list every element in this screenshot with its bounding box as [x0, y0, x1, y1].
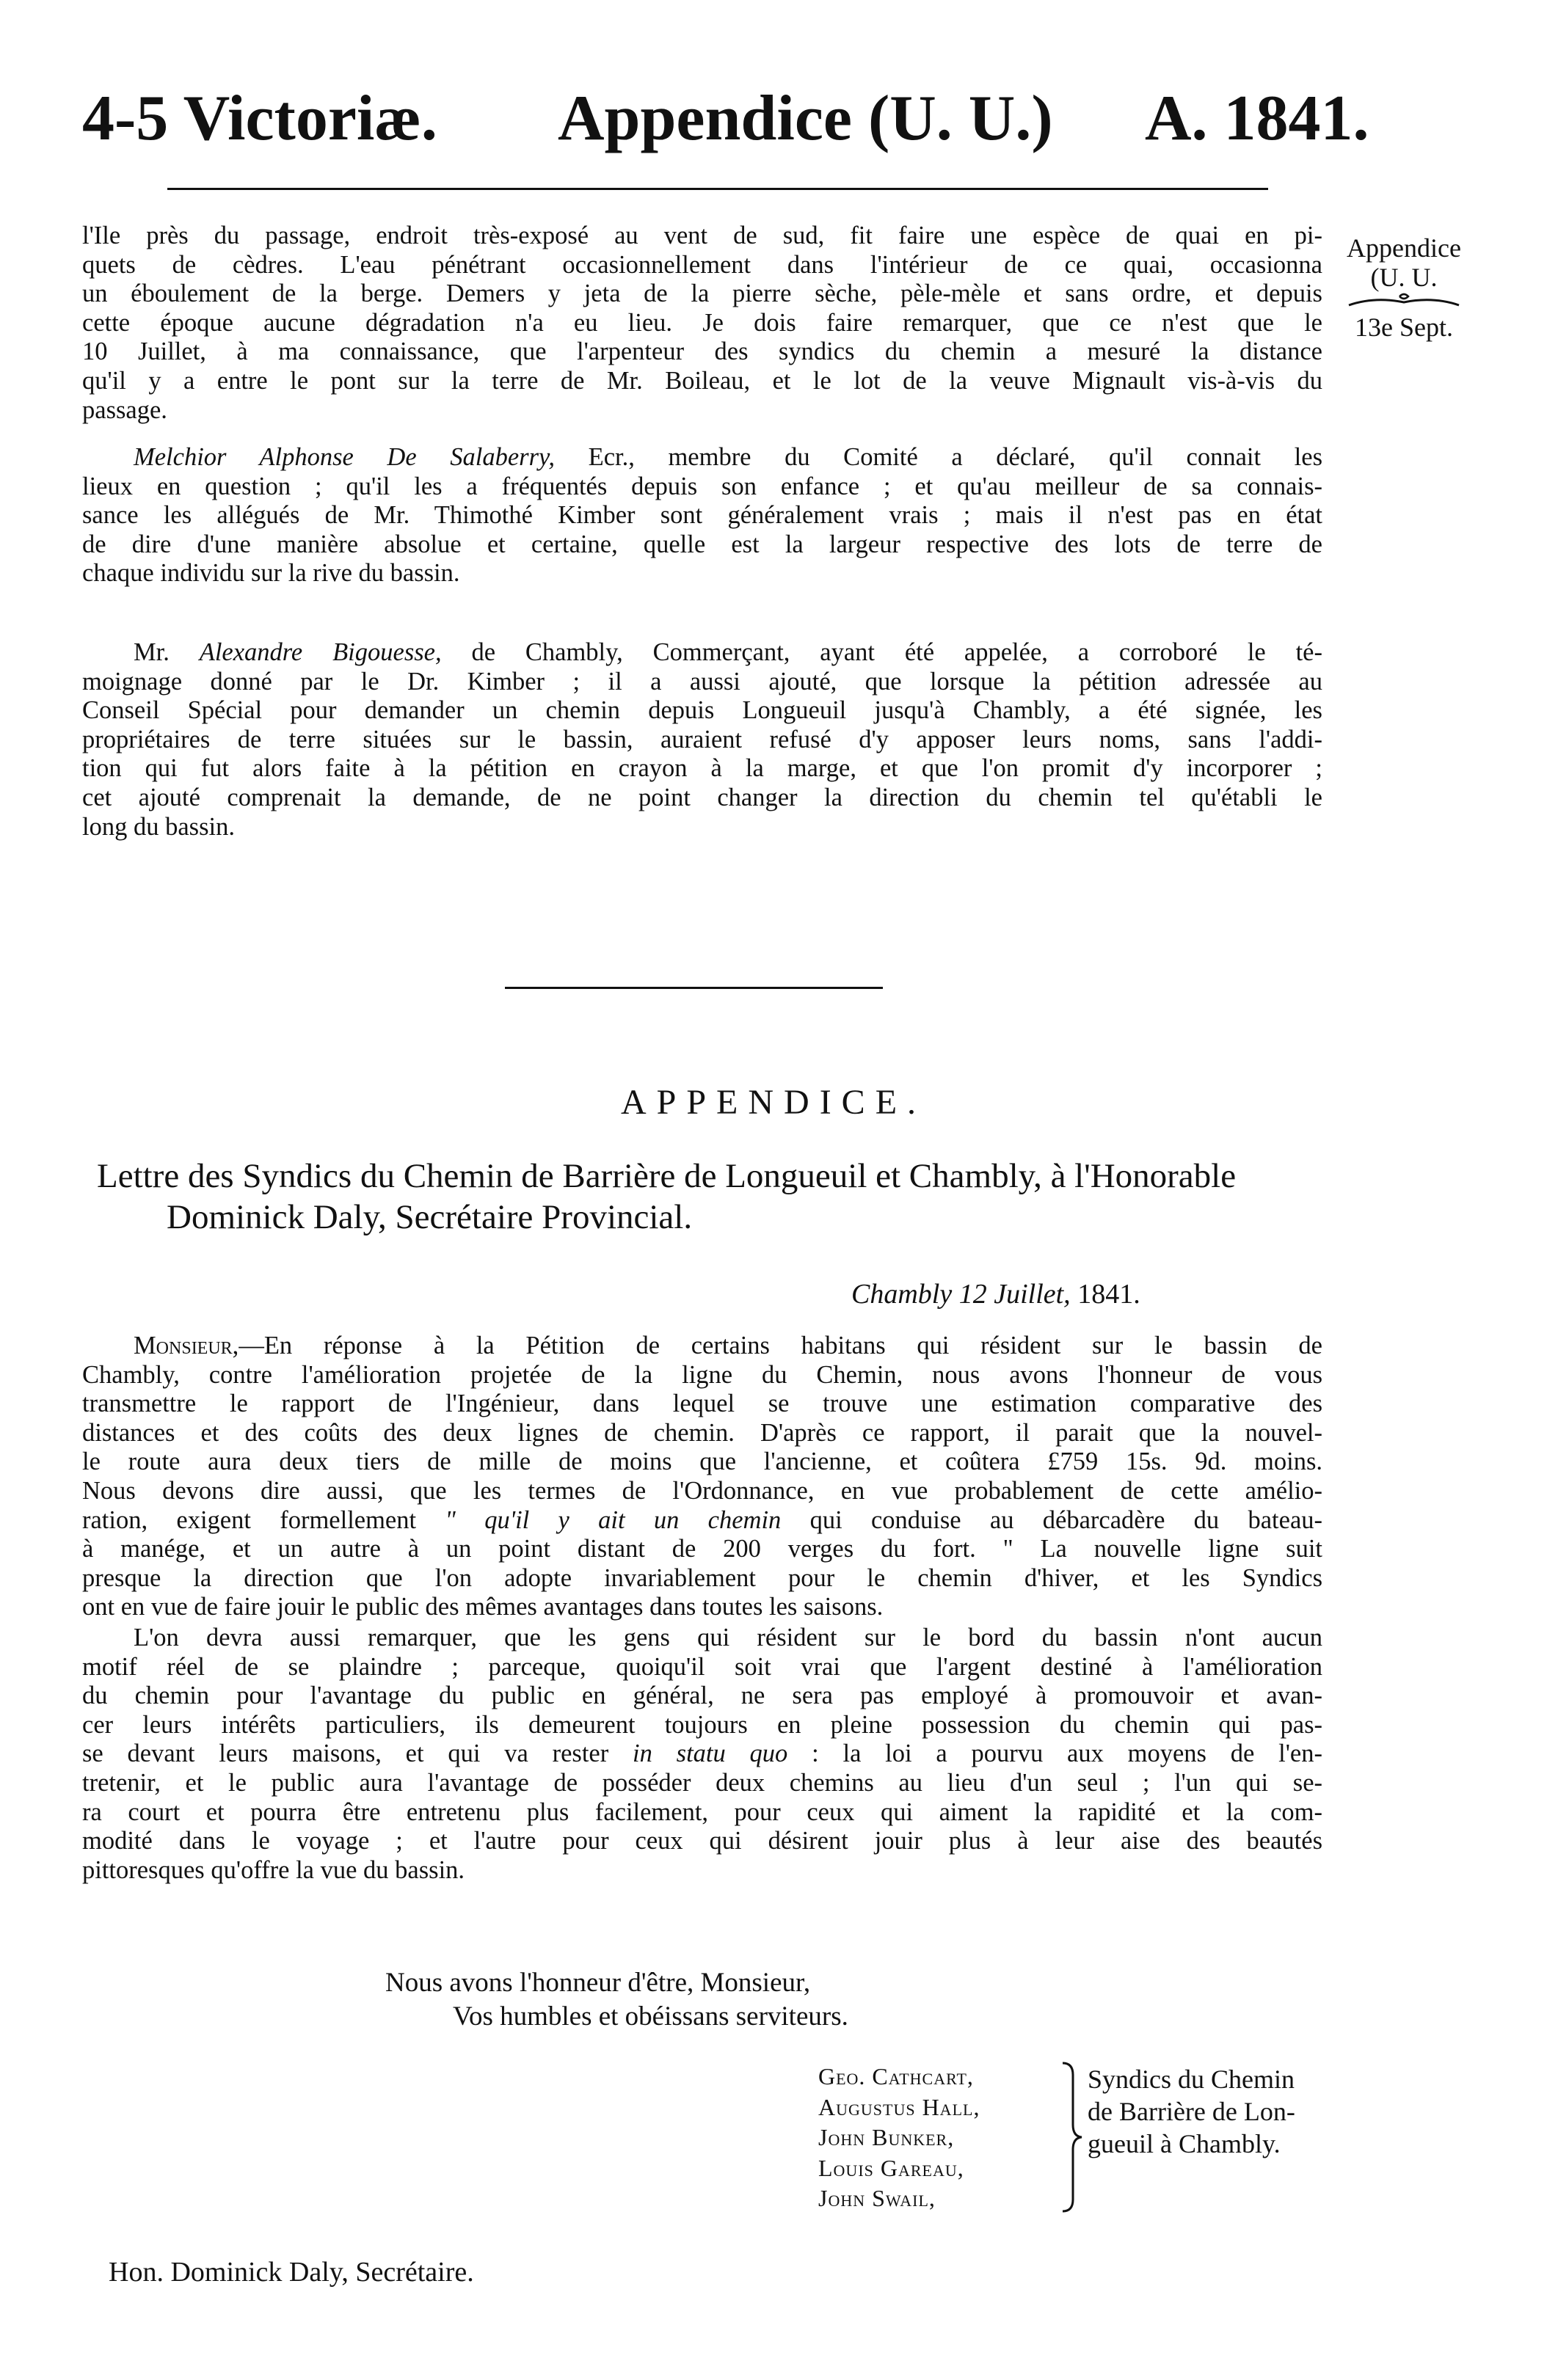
text-line: Monsieur,—En réponse à la Pétition de certains habitans qui résident sur le bassin de: [134, 1332, 1322, 1359]
role-line: Syndics du Chemin: [1088, 2065, 1295, 2094]
text-line: Melchior Alphonse De Salaberry, Ecr., membre du Comité a déclaré, qu'il connait les: [134, 443, 1323, 471]
text-line: se devant leurs maisons, et qui va rester in statu quo : la loi a pourvu aux moyens de l'en-: [82, 1740, 1322, 1768]
signer-name: Augustus Hall,: [818, 2093, 980, 2120]
ordinance-quote: " qu'il y ait un chemin: [445, 1505, 782, 1534]
addressee: Hon. Dominick Daly, Secrétaire.: [109, 2257, 474, 2288]
signer-name: Geo. Cathcart,: [818, 2063, 974, 2089]
signers-list: [818, 2062, 980, 2214]
margin-note-line1: Appendice: [1347, 233, 1461, 263]
text-line: un éboulement de la berge. Demers y jeta de la pierre sèche, pèle-mèle et sans ordre, et depuis: [82, 280, 1322, 308]
text-line: passage.: [82, 395, 167, 424]
salutation: Monsieur,: [134, 1332, 239, 1359]
text-line: Mr. Alexandre Bigouesse, de Chambly, Commerçant, ayant été appelée, a corroboré le té-: [134, 638, 1322, 666]
text-line: du chemin pour l'avantage du public en général, ne sera pas employé à promouvoir et avan-: [82, 1682, 1322, 1710]
text-line: qu'il y a entre le pont sur la terre de Mr. Boileau, et le lot de la veuve Mignault vis-à-vis du: [82, 366, 1322, 395]
witness-name: Melchior Alphonse De Salaberry,: [134, 443, 556, 471]
text-line: 10 Juillet, à ma connaissance, que l'arpenteur des syndics du chemin a mesuré la distance: [82, 337, 1322, 366]
margin-note-line3: 13e Sept.: [1355, 313, 1453, 342]
paragraph-bigouesse: [82, 638, 1322, 842]
margin-note: [1334, 233, 1474, 342]
letter-paragraph-2: [82, 1624, 1322, 1885]
signers-role: [1088, 2063, 1295, 2160]
text-line: motif réel de se plaindre ; parceque, quoiqu'il soit vrai que l'argent destiné à l'amélioration: [82, 1652, 1322, 1681]
text-line: propriétaires de terre situées sur le bassin, auraient refusé d'y apposer leurs noms, sans l'addi-: [82, 725, 1322, 753]
text-line: lieux en question ; qu'il les a fréquentés depuis son enfance ; et qu'au meilleur de sa connais-: [82, 472, 1322, 500]
header-volume: 4-5 Victoriæ.: [82, 83, 437, 154]
text-line: L'on devra aussi remarquer, que les gens qui résident sur le bord du bassin n'ont aucun: [134, 1624, 1322, 1651]
text-line: cer leurs intérêts particuliers, ils demeurent toujours en pleine possession du chemin qui pas-: [82, 1710, 1322, 1739]
text-line: quets de cèdres. L'eau pénétrant occasionnellement dans l'intérieur de ce quai, occasionna: [82, 250, 1322, 279]
text-line: à manége, et un autre à un point distant de 200 verges du fort. " La nouvelle ligne suit: [82, 1535, 1322, 1563]
text-line: tretenir, et le public aura l'avantage de posséder deux chemins au lieu d'un seul ; l'un qui se-: [82, 1768, 1322, 1797]
paragraph-continuation: [82, 222, 1322, 425]
text-line: sance les allégués de Mr. Thimothé Kimber sont généralement vrais ; mais il n'est pas en état: [82, 501, 1322, 530]
signer-name: John Bunker,: [818, 2124, 955, 2150]
section-divider: [505, 987, 883, 989]
text-line: ra court et pourra être entretenu plus facilement, pour ceux qui aiment la rapidité et la com-: [82, 1797, 1322, 1826]
text-line: pittoresques qu'offre la vue du bassin.: [82, 1855, 465, 1884]
text-line: modité dans le voyage ; et l'autre pour ceux qui désirent jouir plus à leur aise des beautés: [82, 1827, 1322, 1855]
closing-line2: Vos humbles et obéissans serviteurs.: [453, 2001, 848, 2032]
header-year: A. 1841.: [1145, 83, 1369, 154]
witness-name: Alexandre Bigouesse,: [199, 638, 442, 666]
text-line: transmettre le rapport de l'Ingénieur, dans lequel se trouve une estimation comparative des: [82, 1390, 1322, 1418]
text-line: l'Ile près du passage, endroit très-exposé au vent de sud, fit faire une espèce de quai en pi-: [82, 222, 1322, 249]
signer-name: John Swail,: [818, 2185, 936, 2211]
text-line: Conseil Spécial pour demander un chemin depuis Longueuil jusqu'à Chambly, a été signée, les: [82, 696, 1322, 725]
text-line: moignage donné par le Dr. Kimber ; il a aussi ajouté, que lorsque la pétition adressée au: [82, 667, 1322, 696]
closing-line1: Nous avons l'honneur d'être, Monsieur,: [385, 1968, 811, 1998]
text-line: tion qui fut alors faite à la pétition en crayon à la marge, et que l'on promit d'y incorporer ;: [82, 754, 1322, 783]
text-line: Nous devons dire aussi, que les termes de l'Ordonnance, en vue probablement de cette amélio-: [82, 1476, 1322, 1505]
signer-name: Louis Gareau,: [818, 2154, 964, 2181]
letter-paragraph-1: [82, 1332, 1322, 1622]
paragraph-salaberry: [82, 443, 1322, 588]
latin-phrase: in statu quo: [633, 1740, 788, 1768]
text-line: distances et des coûts des deux lignes de chemin. D'après ce rapport, il parait que la nouvel-: [82, 1418, 1322, 1447]
brace-icon: [1057, 2060, 1086, 2214]
text-line: chaque individu sur la rive du bassin.: [82, 559, 460, 588]
letter-title-line1: Lettre des Syndics du Chemin de Barrière de Longueuil et Chambly, à l'Honorable: [97, 1157, 1237, 1195]
letter-title-line2: Dominick Daly, Secrétaire Provincial.: [167, 1198, 693, 1236]
text-line: Chambly, contre l'amélioration projetée de la ligne du Chemin, nous avons l'honneur de vous: [82, 1360, 1322, 1389]
margin-note-line2: (U. U.: [1370, 263, 1438, 292]
text-line: le route aura deux tiers de mille de moins que l'ancienne, et coûtera £759 15s. 9d. moins.: [82, 1448, 1322, 1476]
letter-title: [97, 1156, 1236, 1238]
letter-closing: [385, 1966, 848, 2034]
ornament-icon: [1345, 292, 1463, 310]
text-line: ration, exigent formellement " qu'il y ait un chemin qui conduise au débarcadère du bateau-: [82, 1505, 1322, 1534]
role-line: de Barrière de Lon-: [1088, 2097, 1295, 2126]
text-line: long du bassin.: [82, 812, 235, 841]
text-line: de dire d'une manière absolue et certaine, quelle est la largeur respective des lots de terre de: [82, 530, 1322, 558]
appendix-heading: APPENDICE.: [620, 1083, 927, 1122]
header-rule: [167, 188, 1268, 190]
header-section: Appendice (U. U.): [558, 83, 1053, 154]
text-line: cette époque aucune dégradation n'a eu lieu. Je dois faire remarquer, que ce n'est que le: [82, 308, 1322, 337]
text-line: cet ajouté comprenait la demande, de ne point changer la direction du chemin tel qu'établi le: [82, 783, 1322, 811]
role-line: gueuil à Chambly.: [1088, 2129, 1281, 2158]
text-line: ont en vue de faire jouir le public des mêmes avantages dans toutes les saisons.: [82, 1593, 884, 1621]
text-line: presque la direction que l'on adopte invariablement pour le chemin d'hiver, et les Syndics: [82, 1563, 1322, 1592]
letter-dateline: Chambly 12 Juillet, 1841.: [851, 1279, 1140, 1310]
